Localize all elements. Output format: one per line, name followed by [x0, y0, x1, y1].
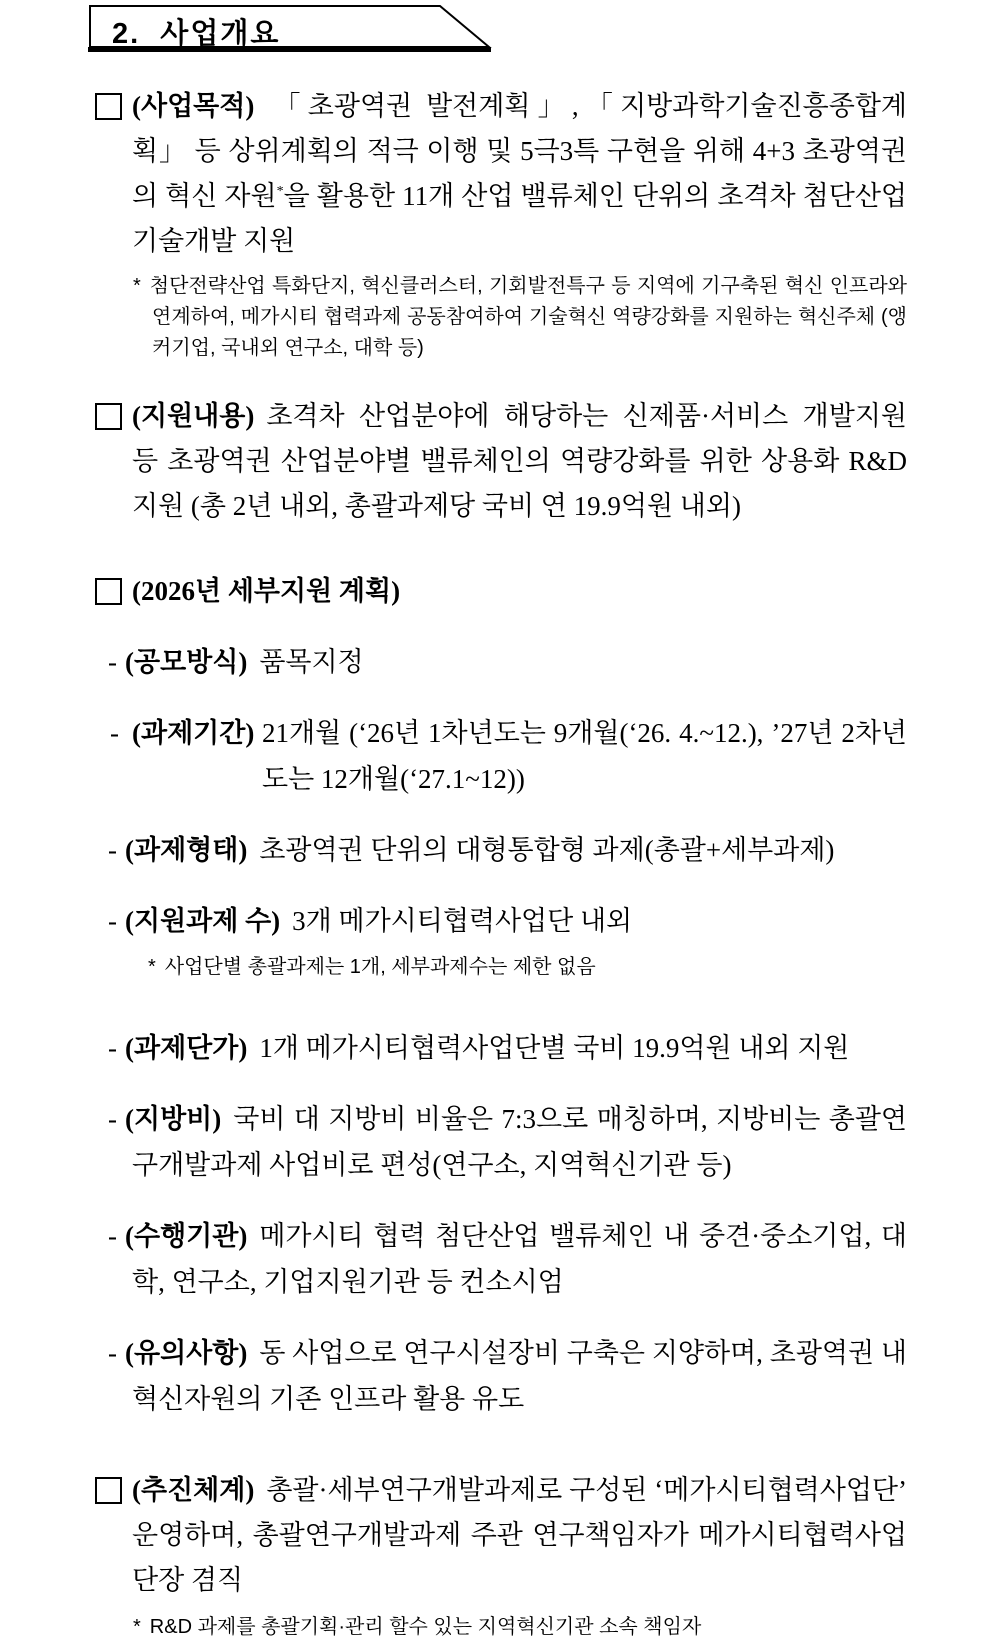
subitem-count	[95, 898, 907, 944]
footnote-count	[95, 952, 907, 983]
dash-icon: -	[108, 1104, 117, 1134]
item-system-text	[132, 1468, 907, 1603]
item-system-label: (추진체계)	[132, 1475, 255, 1505]
dash-icon: -	[108, 1338, 117, 1368]
subitem-caution-text: 동 사업으로 연구시설장비 구축은 지양하며, 초광역권 내 혁신자원의 기존 인프라 활용 유도	[132, 1338, 907, 1414]
subitem-localfund-label: (지방비)	[125, 1104, 222, 1134]
item-support	[95, 394, 907, 529]
item-purpose-label: (사업목적)	[132, 91, 255, 121]
subitem-period-label: (과제기간)	[132, 718, 255, 748]
dash-icon: -	[108, 647, 117, 677]
section-header-banner	[88, 4, 491, 54]
subitem-unitcost-label: (과제단가)	[125, 1033, 248, 1063]
subitem-localfund-text: 국비 대 지방비 비율은 7:3으로 매칭하며, 지방비는 총괄연구개발과제 사업비로 편성(연구소, 지역혁신기관 등)	[132, 1104, 907, 1180]
item-plan2026	[95, 569, 907, 614]
subitem-method-text: 품목지정	[259, 647, 364, 677]
footnote-purpose-text: 첨단전략산업 특화단지, 혁신클러스터, 기회발전특구 등 지역에 기구축된 혁신 인프라와 연계하여, 메가시티 협력과제 공동참여하여 기술혁신 역량강화를 지원하는 혁신주체 (앵커기업, 국내외 연구소, 대학 등)	[149, 275, 907, 359]
asterisk-icon: *	[148, 956, 156, 978]
asterisk-icon: *	[133, 275, 141, 297]
checkbox-icon	[95, 1477, 122, 1504]
subitem-performer-text: 메가시티 협력 첨단산업 밸류체인 내 중견·중소기업, 대학, 연구소, 기업지원기관 등 컨소시엄	[132, 1221, 907, 1297]
item-support-text	[132, 394, 907, 529]
subitem-period	[95, 710, 907, 802]
checkbox-icon	[95, 578, 122, 605]
subitem-method-label: (공모방식)	[125, 647, 248, 677]
subitem-period-text: 21개월 (‘26년 1차년도는 9개월(‘26. 4.~12.), ’27년 2차년도는 12개월(‘27.1~12))	[262, 718, 907, 794]
checkbox-icon	[95, 93, 122, 120]
subitem-performer-label: (수행기관)	[125, 1221, 248, 1251]
checkbox-icon	[95, 403, 122, 430]
subitem-localfund	[95, 1096, 907, 1188]
subitem-unitcost	[95, 1025, 907, 1071]
footnote-system-text: R&D 과제를 총괄기획·관리 할수 있는 지역혁신기관 소속 책임자	[149, 1616, 702, 1638]
subitem-unitcost-text: 1개 메가시티협력사업단별 국비 19.9억원 내외 지원	[259, 1033, 850, 1063]
item-plan2026-text	[132, 569, 907, 614]
section-title: 2. 사업개요	[112, 18, 281, 50]
document-body	[0, 84, 992, 1643]
dash-icon: -	[108, 1221, 117, 1251]
dash-icon: -	[110, 718, 119, 748]
item-support-label: (지원내용)	[132, 401, 255, 431]
system-text: 총괄·세부연구개발과제로 구성된 ‘메가시티협력사업단’ 운영하며, 총괄연구개발과제 주관 연구책임자가 메가시티협력사업단장 겸직	[132, 1475, 907, 1595]
subitem-performer	[95, 1213, 907, 1305]
footnote-system	[95, 1612, 907, 1643]
subitem-count-text: 3개 메가시티협력사업단 내외	[292, 906, 633, 936]
item-plan2026-label: (2026년 세부지원 계획)	[132, 576, 401, 606]
item-purpose	[95, 84, 907, 264]
subitem-type-text: 초광역권 단위의 대형통합형 과제(총괄+세부과제)	[259, 835, 835, 865]
asterisk-icon: *	[133, 1616, 141, 1638]
dash-icon: -	[108, 835, 117, 865]
dash-icon: -	[108, 906, 117, 936]
subitem-type	[95, 827, 907, 873]
subitem-method	[95, 639, 907, 685]
support-text: 초격차 산업분야에 해당하는 신제품·서비스 개발지원 등 초광역권 산업분야별 밸류체인의 역량강화를 위한 상용화 R&D 지원 (총 2년 내외, 총괄과제당 국비 연 19.9억원 내외)	[132, 401, 907, 521]
document-page	[0, 4, 992, 1638]
footnote-purpose	[95, 271, 907, 364]
subitem-caution	[95, 1330, 907, 1422]
item-system	[95, 1468, 907, 1603]
subitem-type-label: (과제형태)	[125, 835, 248, 865]
purpose-text-before-sup: 「초광역권 발전계획」,「지방과학기술진흥종합계획」 등 상위계획의 적극 이행 및 5극3특 구현을 위해 4+3 초광역권의 혁신 자원	[132, 91, 907, 211]
footnote-count-text: 사업단별 총괄과제는 1개, 세부과제수는 제한 없음	[164, 956, 596, 978]
subitem-caution-label: (유의사항)	[125, 1338, 248, 1368]
item-purpose-text	[132, 84, 907, 264]
purpose-text-after-sup: 을 활용한 11개 산업 밸류체인 단위의 초격차 첨단산업 기술개발 지원	[132, 181, 907, 256]
subitem-count-label: (지원과제 수)	[125, 906, 281, 936]
footnote-ref-icon: *	[276, 184, 284, 199]
dash-icon: -	[108, 1033, 117, 1063]
